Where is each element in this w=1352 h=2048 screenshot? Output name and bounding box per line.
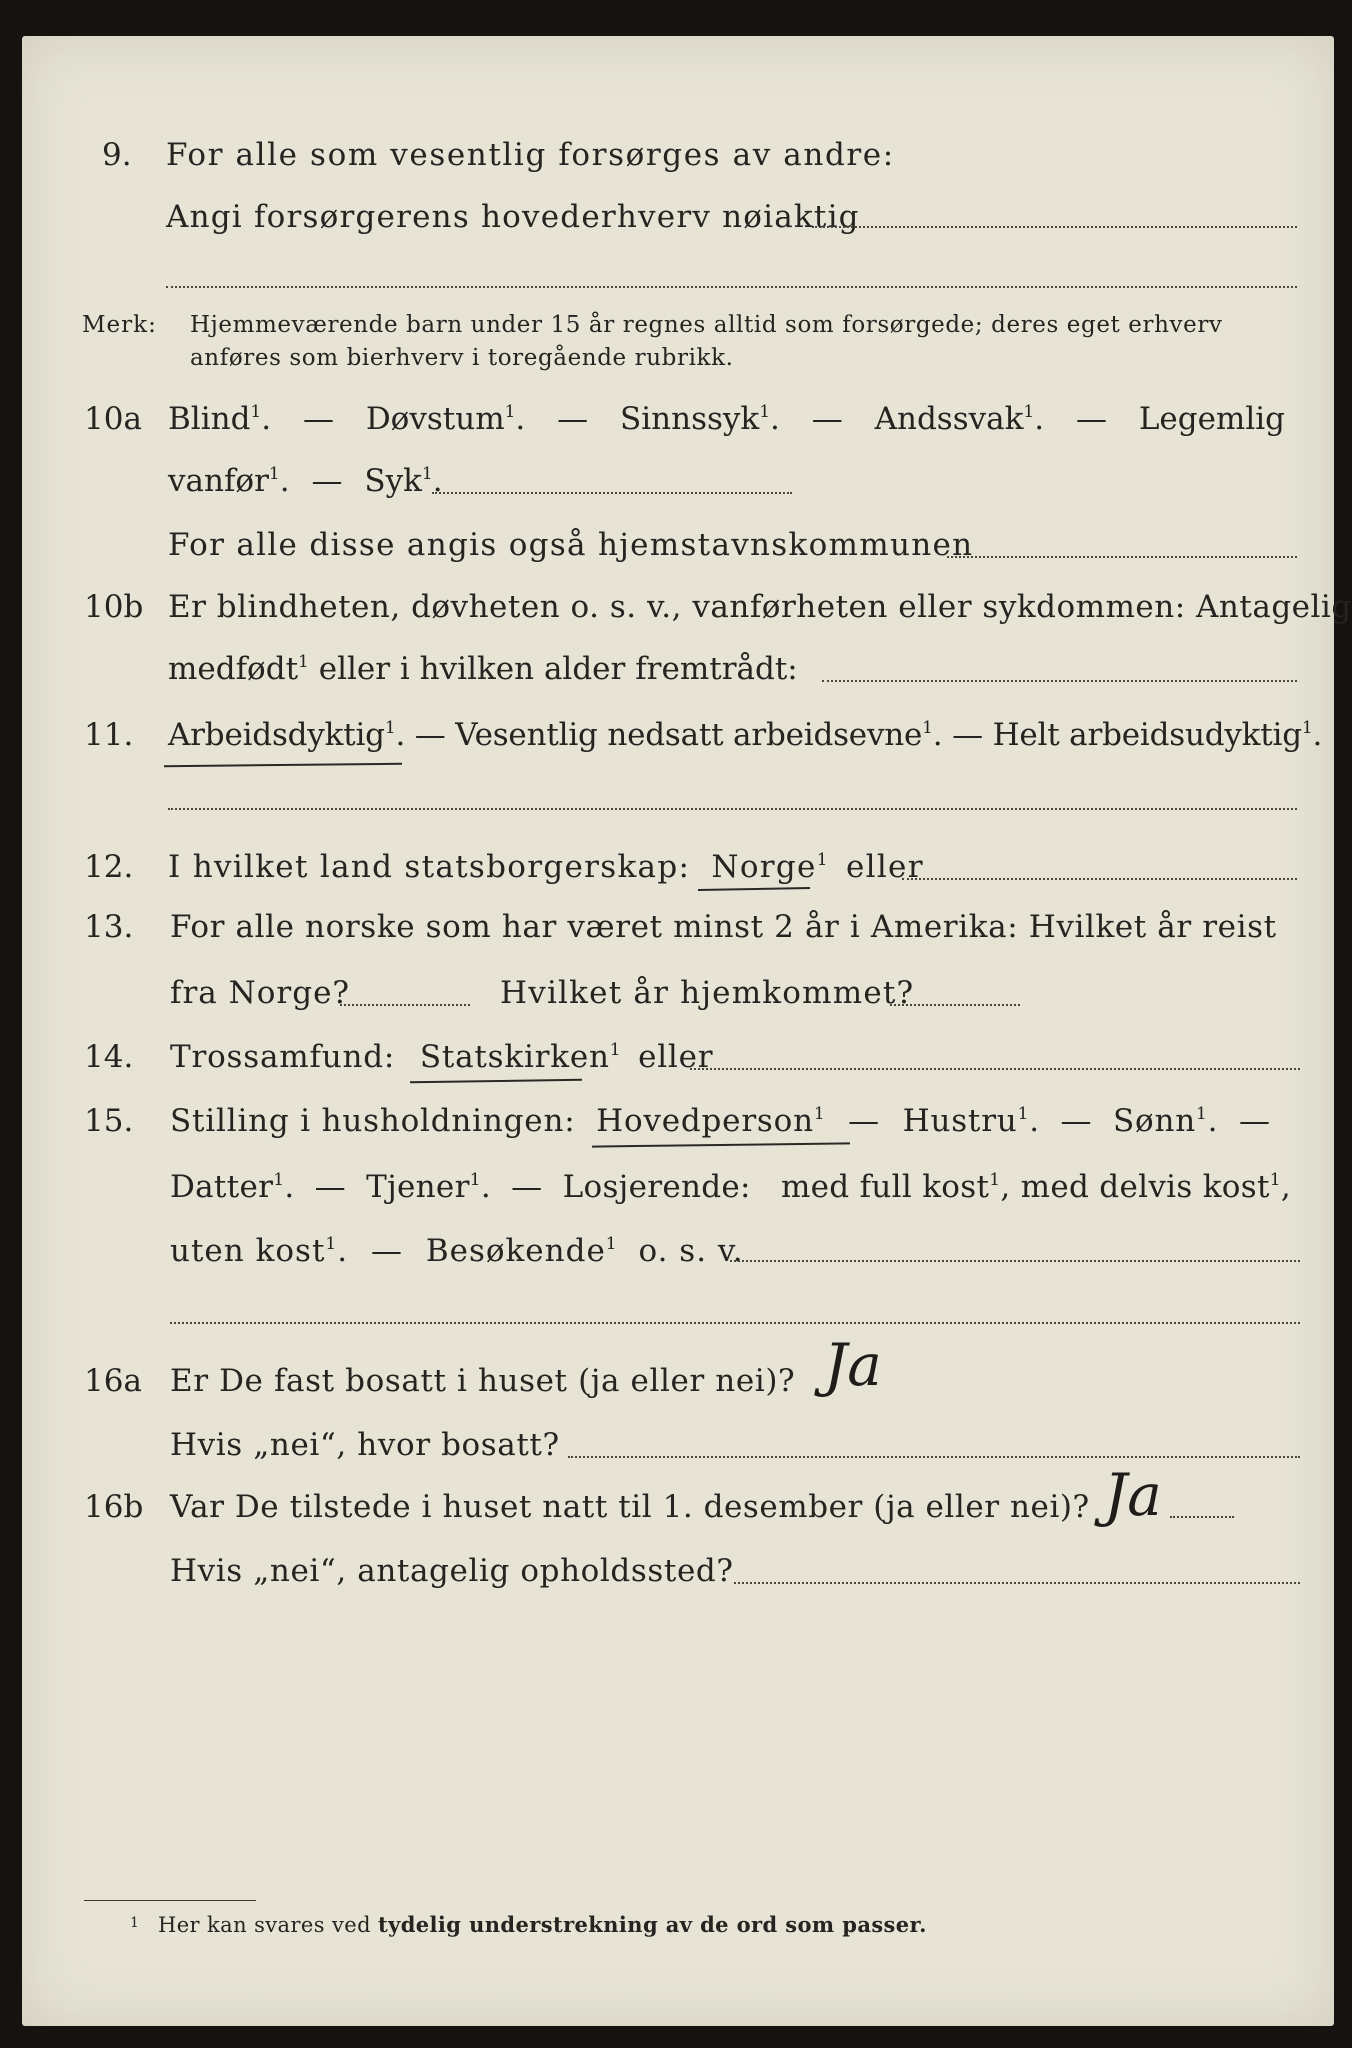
item-15-line2: Datter$^1$. — Tjener$^1$. — Losjerende: med full kost$^1$, med delvis kost$^1$, bbox=[170, 1169, 1292, 1205]
option-hustru: Hustru bbox=[902, 1103, 1018, 1139]
option-andssvak: Andssvak bbox=[874, 401, 1024, 437]
option-delvis-kost: med delvis kost bbox=[1020, 1169, 1270, 1205]
option-dovstum: Døvstum bbox=[365, 401, 505, 437]
item-15-line3: uten kost$^1$. — Besøkende$^1$ o. s. v. bbox=[170, 1233, 744, 1269]
item-16b-opholdssted-line bbox=[734, 1582, 1300, 1584]
option-arbeidsdyktig: Arbeidsdyktig bbox=[168, 717, 385, 753]
item-13-number: 13. bbox=[84, 909, 134, 945]
item-13-line1: For alle norske som har været minst 2 år i Amerika: Hvilket år reist bbox=[170, 909, 1277, 945]
option-udyktig: Helt arbeidsudyktig bbox=[992, 717, 1302, 753]
item-9-answer-line bbox=[812, 226, 1297, 228]
item-9-answer-line-2 bbox=[166, 286, 1297, 288]
item-10a-number: 10a bbox=[84, 401, 142, 437]
option-vanfor: vanfør bbox=[168, 463, 269, 499]
item-10a-line1: Blind$^1$. — Døvstum$^1$. — Sinnssyk$^1$. — Andssvak$^1$. — Legemlig bbox=[168, 401, 1286, 437]
merk-label: Merk: bbox=[82, 312, 157, 338]
option-sonn: Sønn bbox=[1112, 1103, 1197, 1139]
handwritten-underline-hovedperson bbox=[592, 1142, 850, 1147]
item-10b-answer-line bbox=[822, 680, 1297, 682]
option-norge: Norge bbox=[711, 849, 817, 885]
item-13-line2a: fra Norge? bbox=[170, 975, 351, 1011]
item-15-answer-line bbox=[730, 1260, 1300, 1262]
option-sinnssyk: Sinnssyk bbox=[620, 401, 760, 437]
item-13-line2b: Hvilket år hjemkommet? bbox=[500, 975, 915, 1011]
footnote-rule bbox=[84, 1900, 256, 1901]
item-15-number: 15. bbox=[84, 1103, 134, 1139]
handwritten-underline-norge bbox=[698, 887, 810, 891]
item-10a-line2: vanfør$^1$. — Syk$^1$. bbox=[168, 463, 443, 499]
item-10a-kommune-line bbox=[947, 556, 1297, 558]
item-10a-line3: For alle disse angis også hjemstavnskommunen bbox=[168, 527, 974, 563]
item-11-line: Arbeidsdyktig$^1$. — Vesentlig nedsatt arbeidsevne$^1$. — Helt arbeidsudyktig$^1$. bbox=[168, 717, 1323, 753]
item-10b-number: 10b bbox=[84, 589, 144, 625]
option-blind: Blind bbox=[168, 401, 251, 437]
handwritten-underline-statskirken bbox=[410, 1079, 582, 1083]
option-statskirken: Statskirken bbox=[419, 1039, 610, 1075]
item-9-line2: Angi forsørgerens hovederhverv nøiaktig bbox=[166, 199, 860, 235]
option-hovedperson: Hovedperson bbox=[596, 1103, 814, 1139]
item-16b-hvis: Hvis „nei“, antagelig opholdssted? bbox=[170, 1553, 734, 1589]
item-16a-question: Er De fast bosatt i huset (ja eller nei)? bbox=[170, 1363, 796, 1399]
item-14-line: Trossamfund: Statskirken$^1$ eller bbox=[170, 1039, 714, 1075]
handwritten-underline-arbeidsdyktig bbox=[164, 763, 402, 767]
option-tjener: Tjener bbox=[366, 1169, 470, 1205]
item-16a-hvis: Hvis „nei“, hvor bosatt? bbox=[170, 1427, 560, 1463]
item-10b-line1: Er blindheten, døvheten o. s. v., vanførheten eller sykdommen: Antagelig bbox=[168, 589, 1352, 625]
item-12-answer-line bbox=[902, 878, 1297, 880]
option-syk: Syk bbox=[364, 463, 422, 499]
item-11-number: 11. bbox=[84, 717, 134, 753]
item-11-answer-line bbox=[168, 808, 1297, 810]
item-14-number: 14. bbox=[84, 1039, 134, 1075]
option-medfodt: medfødt bbox=[168, 651, 299, 687]
item-16b-question: Var De tilstede i huset natt til 1. desember (ja eller nei)? bbox=[170, 1489, 1090, 1525]
item-10a-syk-line bbox=[432, 492, 792, 494]
handwritten-answer-16a: Ja bbox=[824, 1331, 882, 1399]
item-15-line1: Stilling i husholdningen: Hovedperson$^1$ — Hustru$^1$. — Sønn$^1$. — bbox=[170, 1103, 1271, 1139]
option-besokende: Besøkende bbox=[425, 1233, 606, 1269]
option-uten-kost: uten kost bbox=[170, 1233, 326, 1269]
merk-line2: anføres som bierhverv i toregående rubrikk. bbox=[190, 345, 734, 371]
item-12-line: I hvilket land statsborgerskap: Norge$^1$ eller bbox=[168, 849, 924, 885]
option-full-kost: med full kost bbox=[780, 1169, 990, 1205]
item-16b-number: 16b bbox=[84, 1489, 144, 1525]
option-legemlig: Legemlig bbox=[1138, 401, 1286, 437]
item-9-line1: For alle som vesentlig forsørges av andre: bbox=[166, 137, 895, 173]
option-nedsatt: Vesentlig nedsatt arbeidsevne bbox=[455, 717, 923, 753]
handwritten-answer-16b: Ja bbox=[1104, 1461, 1162, 1529]
item-12-number: 12. bbox=[84, 849, 134, 885]
item-16a-number: 16a bbox=[84, 1363, 142, 1399]
item-16a-answer-line bbox=[568, 1456, 1300, 1458]
item-10b-line2: medfødt$^1$ eller i hvilken alder fremtrådt: bbox=[168, 651, 798, 687]
footnote-mark: 1 bbox=[130, 1915, 139, 1931]
item-16b-answer-line bbox=[1170, 1516, 1234, 1518]
item-13-hjemkommet-line bbox=[890, 1004, 1020, 1006]
item-14-answer-line bbox=[690, 1068, 1300, 1070]
option-datter: Datter bbox=[170, 1169, 274, 1205]
item-15-answer-line-2 bbox=[170, 1322, 1300, 1324]
item-9-number: 9. bbox=[102, 137, 132, 173]
merk-line1: Hjemmeværende barn under 15 år regnes alltid som forsørgede; deres eget erhverv bbox=[190, 312, 1223, 338]
footnote-text: Her kan svares ved tydelig understrekning av de ord som passer. bbox=[158, 1912, 927, 1937]
item-13-reist-line bbox=[340, 1004, 470, 1006]
census-form-page bbox=[22, 36, 1352, 2026]
option-losjerende: Losjerende: bbox=[562, 1169, 751, 1205]
